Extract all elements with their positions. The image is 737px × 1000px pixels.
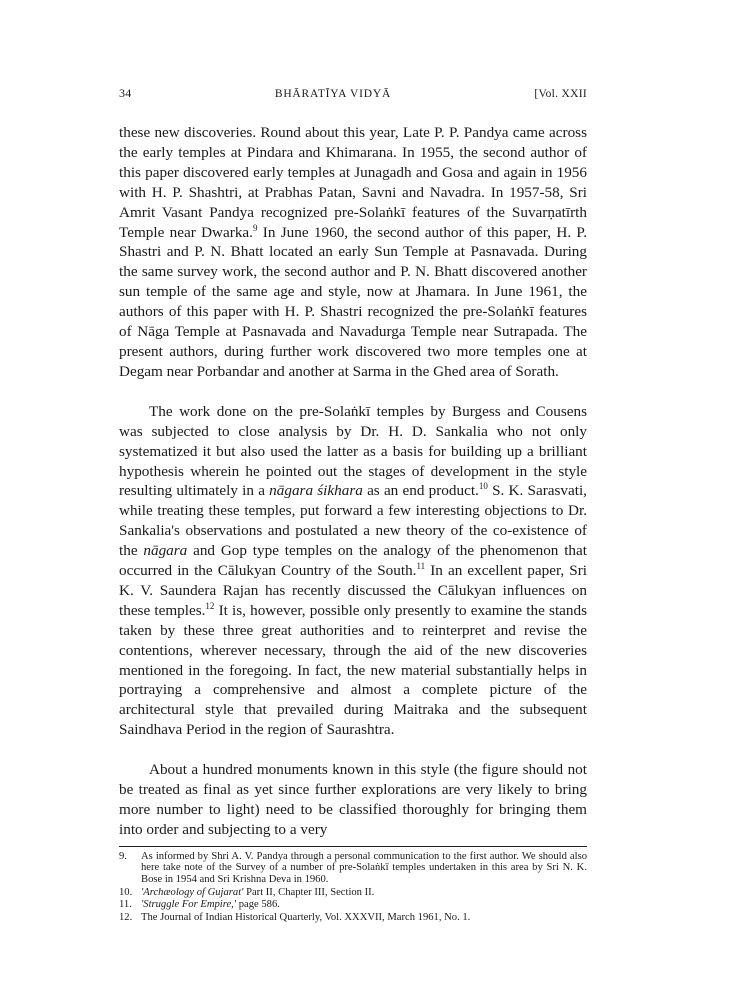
- footnote-text: [141, 899, 587, 911]
- footnote: [119, 887, 587, 899]
- italic-text: nāgara: [143, 542, 188, 560]
- text-run: About a hundred monuments known in this style (the figure should not be treated as final as yet since further explorations are very likely to bring more number to light) need to be classified thoroughly for bringing them into order and subjecting to a very: [119, 761, 587, 838]
- text-run: The work done on the pre-Solaṅkī temples by Burgess and Cousens was subjected to close analysis by Dr. H. D. Sankalia who not only systematized it but also used the latter as a basis for building up a brilliant hypothesis wherein he pointed out the stages of development in the style resulting ultimately in a: [119, 402, 587, 500]
- footnote: [119, 912, 587, 924]
- running-head: [119, 86, 587, 101]
- footnote: [119, 899, 587, 911]
- italic-text: 'Archæology of Gujarat': [141, 886, 244, 898]
- footnote-number: 11.: [119, 899, 132, 911]
- italic-text: nāgara śikhara: [269, 482, 363, 500]
- page-number: 34: [119, 86, 132, 100]
- text-run: page 586.: [236, 899, 280, 911]
- page: [119, 86, 587, 923]
- text-run: these new discoveries. Round about this year, Late P. P. Pandya came across the early temples at Pindara and Khimarana. In 1955, the second author of this paper discovered early temples at Junagadh and Gosa and again in 1956 with H. P. Shashtri, at Prabhas Patan, Savni and Navadra. In 1957-58, Sri Amrit Vasant Pandya recognized pre-Solaṅkī features of the Suvarṇatīrth Temple near Dwarka.: [119, 124, 587, 241]
- paragraph: [119, 123, 587, 382]
- footnote-reference: 9: [252, 222, 258, 233]
- footnote-reference: 11: [416, 560, 426, 571]
- footnotes: [119, 846, 587, 924]
- volume-label: [Vol. XXII: [534, 88, 587, 100]
- text-run: As informed by Shri A. V. Pandya through a personal communication to the first author. We should also here take note of the Survey of a number of pre-Solaṅkī temples undertaken in this area by Sri N. K. Bose in 1954 and Sri Krishna Deva in 1960.: [141, 850, 587, 885]
- footnote-text: [141, 851, 587, 886]
- footnote-text: [141, 912, 587, 924]
- footnote-number: 10.: [119, 886, 133, 898]
- footnote-reference: 10: [478, 481, 488, 492]
- text-run: In June 1960, the second author of this paper, H. P. Shastri and P. N. Bhatt located an early Sun Temple at Pasnavada. During the same survey work, the second author and P. N. Bhatt discovered another sun temple of the same age and style, now at Jhamara. In June 1961, the authors of this paper with H. P. Shastri recognized the pre-Solaṅkī features of Nāga Temple at Pasnavada and Navadurga Temple near Sutrapada. The present authors, during further work discovered two more temples one at Degam near Porbandar and another at Sarma in the Ghed area of Sorath.: [119, 223, 587, 380]
- text-run: Part II, Chapter III, Section II.: [243, 886, 375, 898]
- footnote-text: [141, 887, 587, 899]
- text-run: and Gop type temples on the analogy of the phenomenon that occurred in the Cālukyan Country of the South.: [119, 542, 587, 580]
- italic-text: 'Struggle For Empire,': [141, 899, 237, 911]
- footnote-number: 9.: [119, 850, 127, 862]
- journal-title: BHĀRATĪYA VIDYĀ: [274, 88, 392, 100]
- footnote-reference: 12: [205, 600, 215, 611]
- paragraph: [119, 760, 587, 840]
- text-run: In an excellent paper, Sri K. V. Saundera Rajan has recently discussed the Cālukyan influences on these temples.: [119, 562, 587, 619]
- text-run: The Journal of Indian Historical Quarterly, Vol. XXXVII, March 1961, No. 1.: [141, 911, 471, 923]
- footnote-number: 12.: [119, 911, 133, 923]
- text-run: S. K. Sarasvati, while treating these temples, put forward a few interesting objections to Dr. Sankalia's observations and postulated a new theory of the co-existence of the: [119, 482, 587, 560]
- text-run: It is, however, possible only presently to examine the stands taken by these three great authorities and to reinterpret and revise the contentions, wherever necessary, through the aid of the new discoveries mentioned in the foregoing. In fact, the new material substantially helps in portraying a comprehensive and almost a complete picture of the architectural style that prevailed during Maitraka and the subsequent Saindhava Period in the region of Saurashtra.: [119, 601, 587, 739]
- body-text: [119, 123, 587, 840]
- paragraph: [119, 402, 587, 740]
- footnote: [119, 851, 587, 886]
- text-run: as an end product.: [362, 482, 479, 500]
